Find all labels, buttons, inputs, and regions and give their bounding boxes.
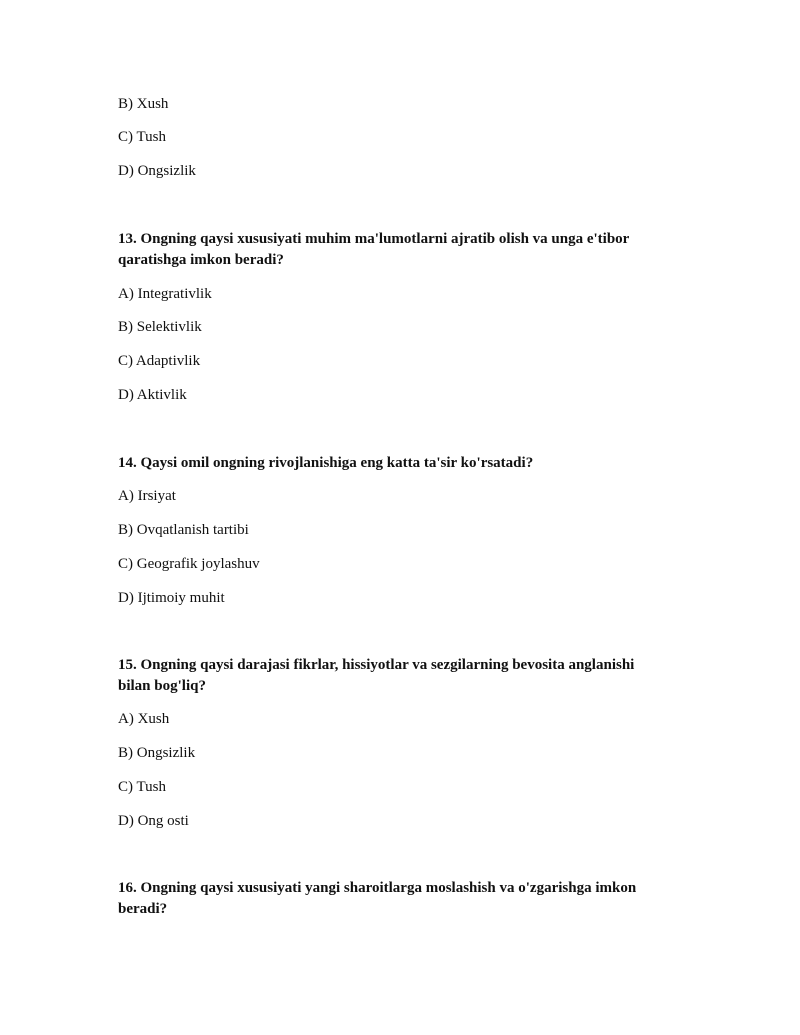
question-14-text: 14. Qaysi omil ongning rivojlanishiga eng katta ta'sir ko'rsatadi? xyxy=(118,455,534,471)
answer-option: C) Geografik joylashuv xyxy=(118,556,260,572)
question-13-text-line-2: qaratishga imkon beradi? xyxy=(118,252,284,268)
answer-option: D) Ong osti xyxy=(118,813,189,829)
answer-option: B) Selektivlik xyxy=(118,319,202,335)
question-16-text-line-2: beradi? xyxy=(118,901,168,917)
answer-option: B) Ovqatlanish tartibi xyxy=(118,522,249,538)
answer-option: C) Tush xyxy=(118,129,166,145)
answer-option: A) Irsiyat xyxy=(118,488,176,504)
answer-option: B) Ongsizlik xyxy=(118,745,196,761)
answer-option: C) Adaptivlik xyxy=(118,353,201,369)
question-15-text-line-2: bilan bog'liq? xyxy=(118,678,206,694)
answer-option: C) Tush xyxy=(118,779,166,795)
answer-option: A) Integrativlik xyxy=(118,286,212,302)
question-15-text-line-1: 15. Ongning qaysi darajasi fikrlar, hissiyotlar va sezgilarning bevosita anglanishi xyxy=(118,657,635,673)
question-16-text-line-1: 16. Ongning qaysi xususiyati yangi sharoitlarga moslashish va o'zgarishga imkon xyxy=(118,880,637,896)
answer-option: D) Ijtimoiy muhit xyxy=(118,590,225,606)
answer-option: D) Aktivlik xyxy=(118,387,187,403)
answer-option: D) Ongsizlik xyxy=(118,163,196,179)
answer-option: B) Xush xyxy=(118,96,169,112)
question-13-text-line-1: 13. Ongning qaysi xususiyati muhim ma'lumotlarni ajratib olish va unga e'tibor xyxy=(118,231,630,247)
answer-option: A) Xush xyxy=(118,711,170,727)
